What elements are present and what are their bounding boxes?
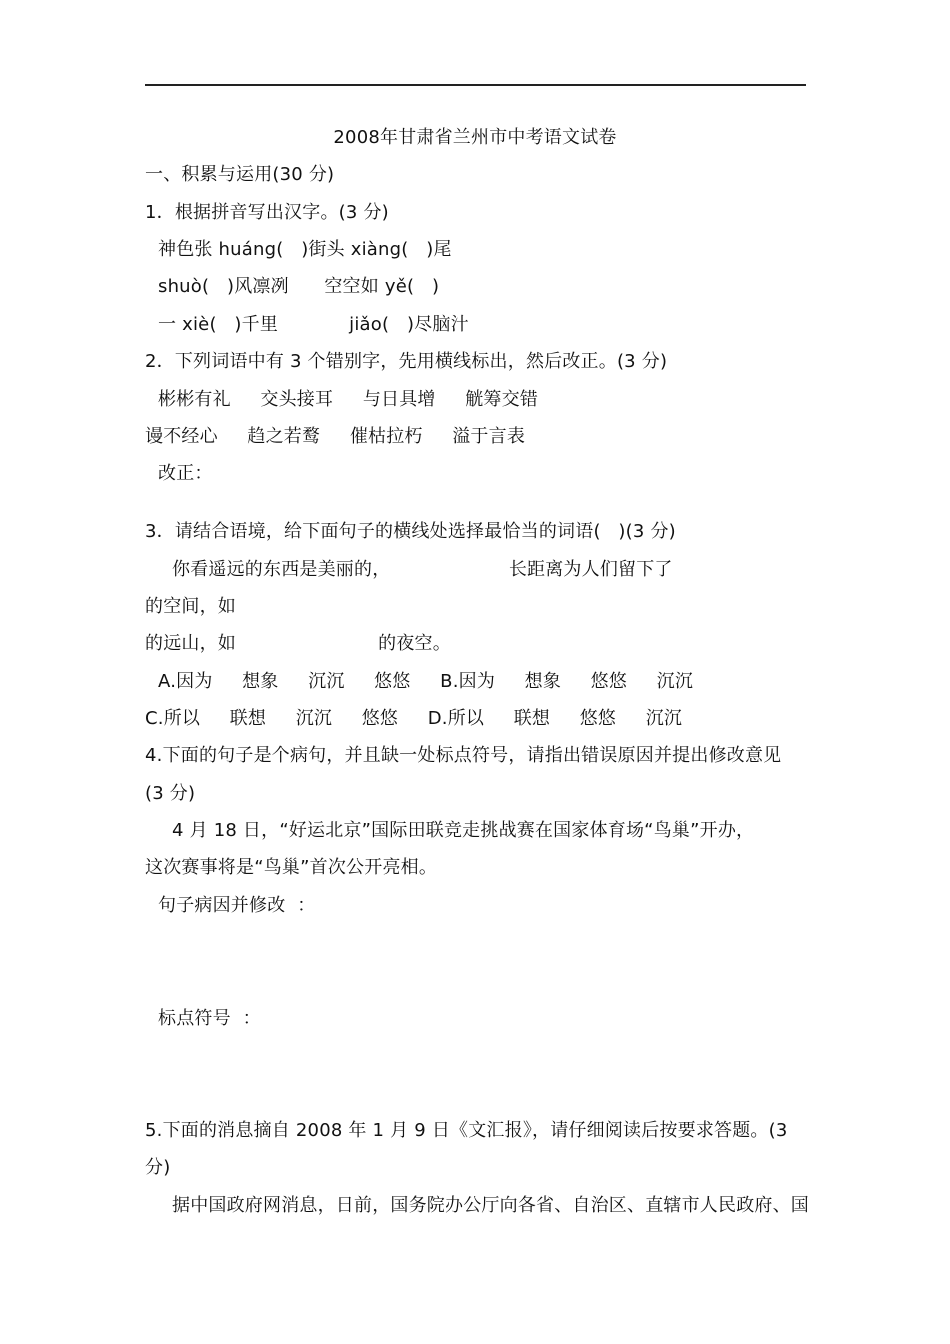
question-1-item: 一 xiè( )千里 jiǎo( )尽脑汁 (158, 314, 469, 335)
header-rule (145, 84, 806, 86)
question-1-item: shuò( )风凛冽 空空如 yě( ) (158, 276, 440, 297)
question-4-punctuation-label: 标点符号 ： (158, 1008, 261, 1029)
question-2-words: 谩不经心 趋之若鹜 催枯拉朽 溢于言表 (145, 426, 526, 447)
question-2-prompt: 2．下列词语中有 3 个错别字，先用横线标出，然后改正。(3 分) (145, 351, 668, 372)
question-5-prompt: 5.下面的消息摘自 2008 年 1 月 9 日《文汇报》，请仔细阅读后按要求答题。(3 (145, 1120, 788, 1141)
question-4-answer-label: 句子病因并修改 ： (158, 895, 316, 916)
question-2-correction-label: 改正： (158, 463, 213, 484)
question-4-sentence: 这次赛事将是“鸟巢”首次公开亮相。 (145, 857, 438, 878)
exam-title: 2008年甘肃省兰州市中考语文试卷 (333, 127, 617, 148)
question-3-passage: 的空间，如 (145, 596, 236, 617)
question-4-sentence: 4 月 18 日，“好运北京”国际田联竞走挑战赛在国家体育场“鸟巢”开办， (172, 820, 755, 841)
question-3-passage: 的远山，如 的夜空。 (145, 633, 451, 654)
section-heading: 一、积累与运用(30 分) (145, 164, 335, 185)
question-1-prompt: 1．根据拼音写出汉字。(3 分) (145, 202, 389, 223)
question-3-options: C.所以 联想 沉沉 悠悠 D.所以 联想 悠悠 沉沉 (145, 708, 683, 729)
question-1-item: 神色张 huáng( )街头 xiàng( )尾 (158, 239, 452, 260)
question-5-passage: 据中国政府网消息，日前，国务院办公厅向各省、自治区、直辖市人民政府、国 (172, 1195, 809, 1216)
question-3-passage: 你看遥远的东西是美丽的， 长距离为人们留下了 (172, 559, 673, 580)
question-3-prompt: 3．请结合语境，给下面句子的横线处选择最恰当的词语( )(3 分) (145, 521, 676, 542)
question-3-options: A.因为 想象 沉沉 悠悠 B.因为 想象 悠悠 沉沉 (158, 671, 694, 692)
question-4-prompt: 4.下面的句子是个病句，并且缺一处标点符号，请指出错误原因并提出修改意见 (145, 745, 782, 766)
question-5-prompt: 分) (145, 1157, 171, 1178)
question-4-prompt: (3 分) (145, 783, 196, 804)
question-2-words: 彬彬有礼 交头接耳 与日具增 觥筹交错 (158, 389, 539, 410)
